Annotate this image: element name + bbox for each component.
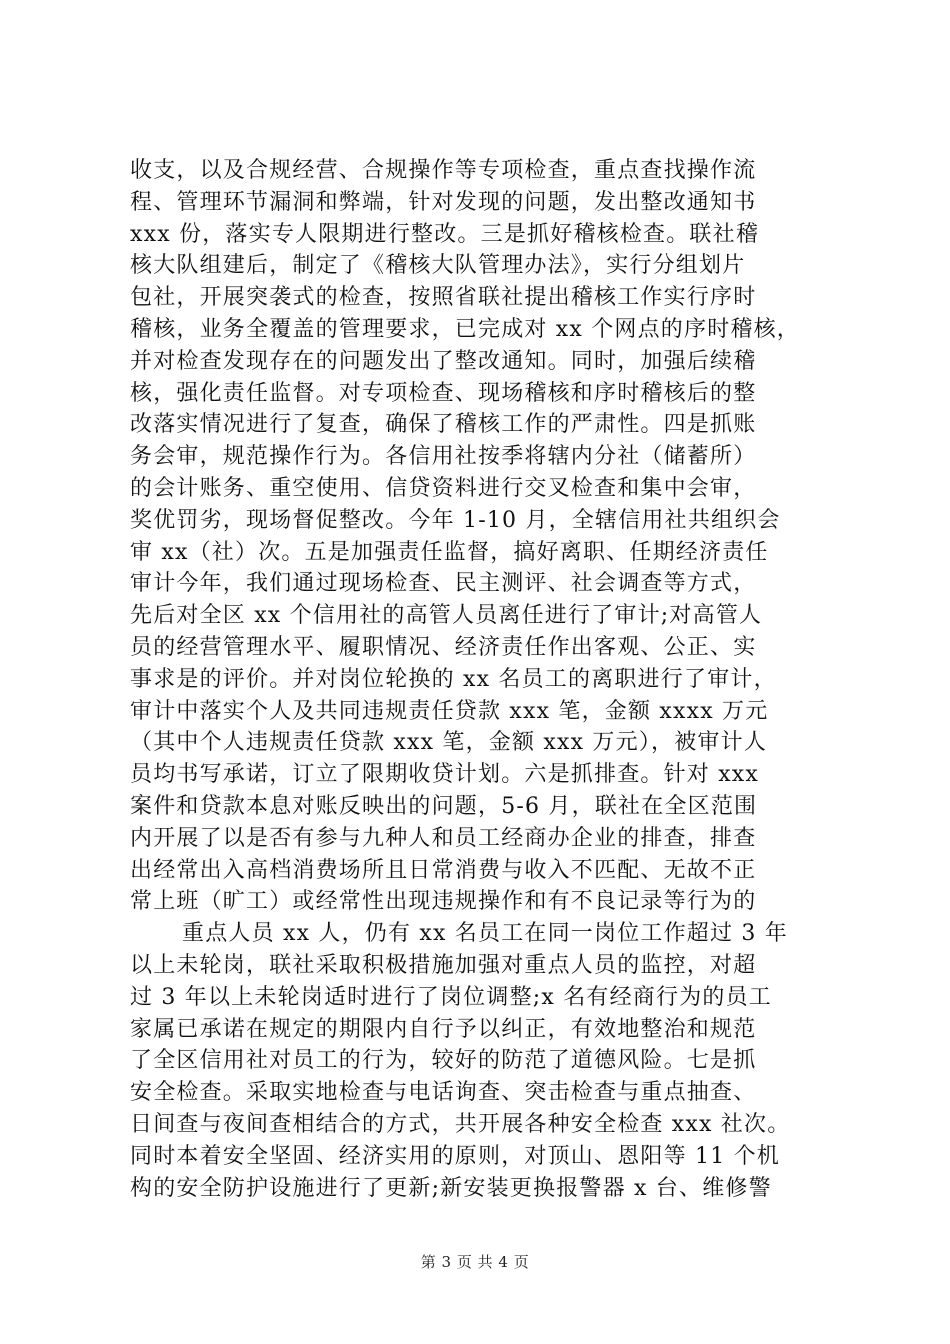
text-line: 员的经营管理水平、履职情况、经济责任作出客观、公正、实	[130, 634, 757, 660]
text-line: 员均书写承诺，订立了限期收贷计划。六是抓排查。针对 xxx	[130, 762, 760, 788]
text-line: 以上未轮岗，联社采取积极措施加强对重点人员的监控，对超	[130, 952, 757, 978]
text-line: 务会审，规范操作行为。各信用社按季将辖内分社（储蓄所）	[130, 444, 757, 470]
text-line: 内开展了以是否有参与九种人和员工经商办企业的排查，排查	[130, 825, 757, 851]
page-number-label: 第 3 页 共 4 页	[420, 1253, 530, 1271]
text-line: 核，强化责任监督。对专项检查、现场稽核和序时稽核后的整	[130, 380, 757, 406]
text-line: 出经常出入高档消费场所且日常消费与收入不匹配、无故不正	[130, 857, 757, 883]
text-line: 家属已承诺在规定的期限内自行予以纠正，有效地整治和规范	[130, 1016, 757, 1042]
text-line: 审 xx（社）次。五是加强责任监督，搞好离职、任期经济责任	[130, 539, 769, 565]
text-line: 安全检查。采取实地检查与电话询查、突击检查与重点抽查、	[130, 1080, 757, 1106]
text-line: 包社，开展突袭式的检查，按照省联社提出稽核工作实行序时	[130, 285, 757, 311]
text-line: 稽核，业务全覆盖的管理要求，已完成对 xx 个网点的序时稽核，	[130, 316, 801, 342]
text-line: 常上班（旷工）或经常性出现违规操作和有不良记录等行为的	[130, 889, 757, 915]
paragraph-start-line: 重点人员 xx 人，仍有 xx 名员工在同一岗位工作超过 3 年	[182, 921, 788, 947]
text-line: 先后对全区 xx 个信用社的高管人员离任进行了审计;对高管人	[130, 603, 763, 629]
text-line: 案件和贷款本息对账反映出的问题，5-6 月，联社在全区范围	[130, 793, 758, 819]
text-line: 审计中落实个人及共同违规责任贷款 xxx 笔，金额 xxxx 万元	[130, 698, 769, 724]
text-line: 同时本着安全坚固、经济实用的原则，对顶山、恩阳等 11 个机	[130, 1143, 780, 1169]
page-footer	[0, 1252, 950, 1272]
text-line: （其中个人违规责任贷款 xxx 笔，金额 xxx 万元），被审计人	[130, 730, 768, 756]
text-line: 事求是的评价。并对岗位轮换的 xx 名员工的离职进行了审计，	[130, 666, 777, 692]
text-line: xxx 份，落实专人限期进行整改。三是抓好稽核检查。联社稽	[130, 221, 760, 247]
text-line: 审计今年，我们通过现场检查、民主测评、社会调查等方式，	[130, 571, 757, 597]
text-line: 收支，以及合规经营、合规操作等专项检查，重点查找操作流	[130, 158, 757, 183]
text-line: 核大队组建后，制定了《稽核大队管理办法》，实行分组划片	[130, 253, 746, 279]
text-line: 了全区信用社对员工的行为，较好的防范了道德风险。七是抓	[130, 1048, 757, 1074]
text-line: 奖优罚劣，现场督促整改。今年 1-10 月，全辖信用社共组织会	[130, 507, 781, 533]
text-line: 的会计账务、重空使用、信贷资料进行交叉检查和集中会审，	[130, 475, 757, 501]
text-line: 并对检查发现存在的问题发出了整改通知。同时，加强后续稽	[130, 348, 757, 374]
text-line: 改落实情况进行了复查，确保了稽核工作的严肃性。四是抓账	[130, 412, 757, 438]
text-line: 日间查与夜间查相结合的方式，共开展各种安全检查 xxx 社次。	[130, 1111, 791, 1137]
text-line: 程、管理环节漏洞和弊端，针对发现的问题，发出整改通知书	[130, 189, 757, 215]
text-line: 构的安全防护设施进行了更新;新安装更换报警器 x 台、维修警	[130, 1175, 772, 1201]
text-line: 过 3 年以上未轮岗适时进行了岗位调整;x 名有经商行为的员工	[130, 984, 772, 1010]
body-text	[130, 155, 830, 1204]
